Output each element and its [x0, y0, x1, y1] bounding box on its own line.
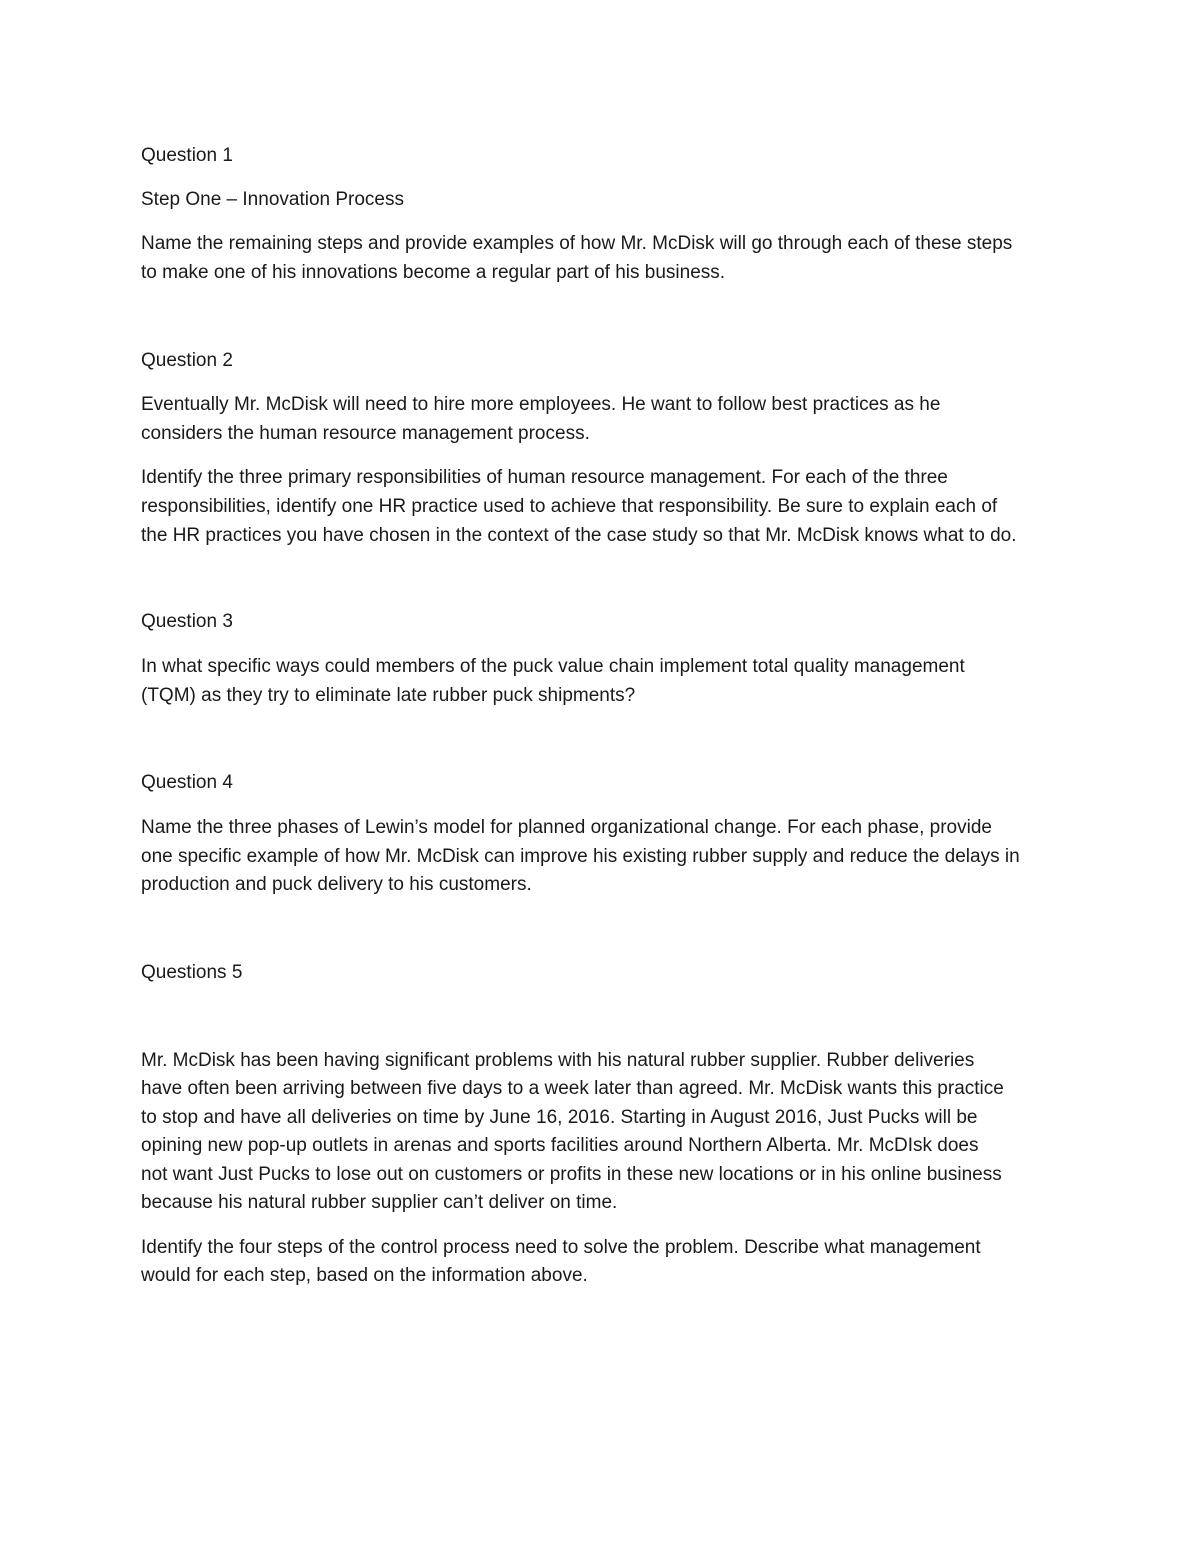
question-2-line: responsibilities, identify one HR practice used to achieve that responsibility. Be sure to explain each of [141, 496, 998, 517]
question-5-heading: Questions 5 [141, 962, 243, 983]
question-2-line: the HR practices you have chosen in the context of the case study so that Mr. McDisk knows what to do. [141, 525, 1017, 546]
question-5-line: opining new pop-up outlets in arenas and sports facilities around Northern Alberta. Mr. McDIsk does [141, 1135, 979, 1156]
question-3-line: In what specific ways could members of the puck value chain implement total quality management [141, 656, 965, 677]
question-4-line: production and puck delivery to his customers. [141, 874, 532, 895]
question-4-heading: Question 4 [141, 772, 233, 793]
question-5-line: because his natural rubber supplier can’t deliver on time. [141, 1192, 618, 1213]
question-4-line: Name the three phases of Lewin’s model for planned organizational change. For each phase, provide [141, 817, 992, 838]
question-1-line: to make one of his innovations become a regular part of his business. [141, 262, 726, 283]
question-5-line: to stop and have all deliveries on time by June 16, 2016. Starting in August 2016, Just Pucks will be [141, 1107, 978, 1128]
question-2-line: Identify the three primary responsibilities of human resource management. For each of the three [141, 467, 948, 488]
question-3-heading: Question 3 [141, 611, 233, 632]
question-1-subheading: Step One – Innovation Process [141, 189, 404, 210]
question-5-line: would for each step, based on the information above. [141, 1265, 588, 1286]
question-4-line: one specific example of how Mr. McDisk can improve his existing rubber supply and reduce the delays in [141, 846, 1020, 867]
question-5-line: have often been arriving between five days to a week later than agreed. Mr. McDisk wants this practice [141, 1078, 1004, 1099]
question-2-line: considers the human resource management process. [141, 423, 590, 444]
question-5-line: Identify the four steps of the control process need to solve the problem. Describe what management [141, 1237, 981, 1258]
question-3-line: (TQM) as they try to eliminate late rubber puck shipments? [141, 685, 636, 706]
question-1-heading: Question 1 [141, 145, 233, 166]
question-2-heading: Question 2 [141, 350, 233, 371]
question-1-line: Name the remaining steps and provide examples of how Mr. McDisk will go through each of these steps [141, 233, 1013, 254]
question-2-line: Eventually Mr. McDisk will need to hire more employees. He want to follow best practices as he [141, 394, 941, 415]
question-5-line: Mr. McDisk has been having significant problems with his natural rubber supplier. Rubber deliveries [141, 1050, 975, 1071]
question-5-line: not want Just Pucks to lose out on customers or profits in these new locations or in his online business [141, 1164, 1002, 1185]
